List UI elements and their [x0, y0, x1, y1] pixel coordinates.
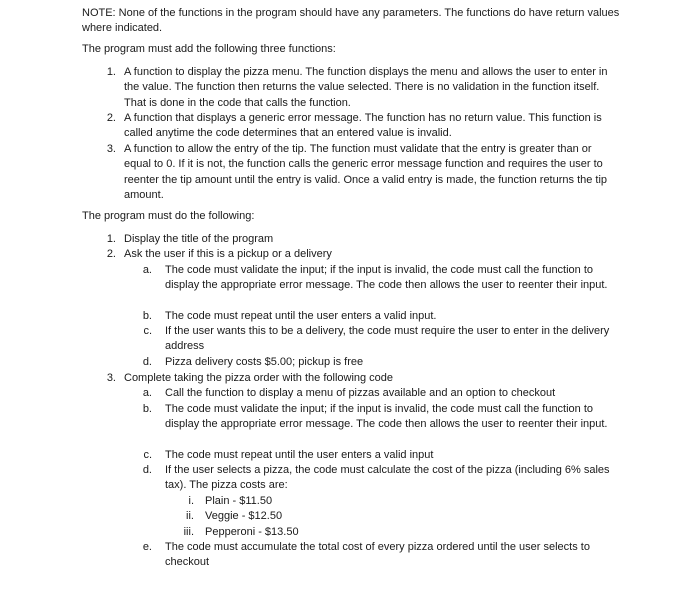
list-marker: d. — [142, 464, 152, 476]
list-item-text: The code must repeat until the user enters a valid input — [165, 449, 434, 461]
list-marker: c. — [143, 325, 152, 337]
list-item-text: Plain - $11.50 — [205, 495, 273, 507]
list-marker: ii. — [186, 510, 194, 522]
list-item-text: Pizza delivery costs $5.00; pickup is free — [165, 356, 364, 368]
list-marker: e. — [142, 541, 152, 553]
list-marker: 1. — [106, 233, 116, 245]
list-marker: 3. — [106, 372, 116, 384]
list-item-text: A function that displays a generic error message. The function has no return value. This function is called anytime the code determines that an entered value is invalid. — [124, 112, 602, 140]
list-item-text: Complete taking the pizza order with the following code — [124, 372, 394, 384]
list-marker: a. — [142, 387, 152, 399]
list-marker: b. — [142, 403, 152, 415]
list-item-text: The code must repeat until the user enters a valid input. — [165, 310, 437, 322]
list-marker: d. — [142, 356, 152, 368]
list-marker: 1. — [106, 66, 116, 78]
list-marker: 3. — [106, 143, 116, 155]
note-paragraph: NOTE: None of the functions in the program should have any parameters. The functions do have return values where indicated. — [82, 7, 620, 35]
list-item-text: The code must accumulate the total cost of every pizza ordered until the user selects to checkout — [165, 541, 590, 569]
list-item-text: The code must validate the input; if the input is invalid, the code must call the function to display the appropriate error message. The code then allows the user to reenter their input. — [165, 264, 608, 292]
list-item-text: Ask the user if this is a pickup or a delivery — [124, 248, 332, 260]
list-item-text: The code must validate the input; if the input is invalid, the code must call the function to display the appropriate error message. The code then allows the user to reenter their input. — [165, 403, 608, 431]
list-marker: b. — [142, 310, 152, 322]
list-item-text: Veggie - $12.50 — [205, 510, 283, 522]
list-marker: 2. — [106, 112, 116, 124]
steps-intro: The program must do the following: — [82, 210, 255, 222]
list-marker: c. — [143, 449, 152, 461]
list-marker: i. — [188, 495, 194, 507]
list-item-text: Pepperoni - $13.50 — [205, 526, 299, 538]
list-marker: a. — [142, 264, 152, 276]
functions-intro: The program must add the following three functions: — [82, 43, 336, 55]
list-item-text: A function to display the pizza menu. The function displays the menu and allows the user to enter in the value. The function then returns the value selected. There is no validation in the function itself. That is done in the code that calls the function. — [124, 66, 608, 109]
list-item-text: If the user wants this to be a delivery, the code must require the user to enter in the delivery address — [165, 325, 610, 353]
list-marker: 2. — [106, 248, 116, 260]
list-marker: iii. — [183, 526, 194, 538]
list-item-text: Display the title of the program — [124, 233, 274, 245]
list-item-text: If the user selects a pizza, the code must calculate the cost of the pizza (including 6% sales tax). The pizza costs are: — [165, 464, 610, 492]
list-item-text: A function to allow the entry of the tip. The function must validate that the entry is greater than or equal to 0. If it is not, the function calls the generic error message function and requires the user to reenter the tip amount until the entry is valid. Once a valid entry is made, the function returns the tip amount. — [124, 143, 608, 202]
list-item-text: Call the function to display a menu of pizzas available and an option to checkout — [165, 387, 556, 399]
